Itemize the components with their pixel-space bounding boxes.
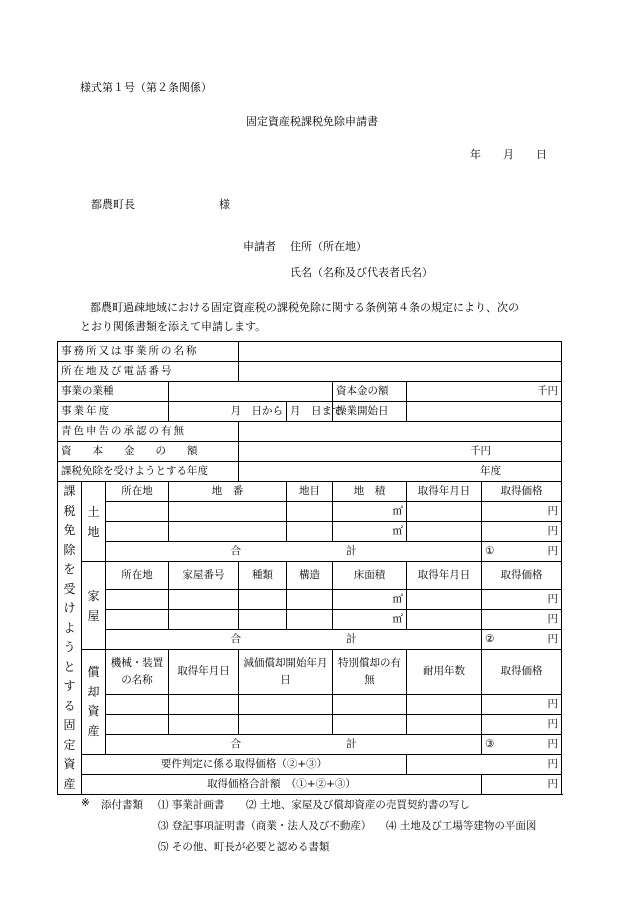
depreciable-header-row [58, 650, 562, 695]
depreciable-header-name: 機械・装置の名称 [106, 650, 169, 695]
depreciable-header-depreciation-start: 減価償却開始年月日 [239, 650, 333, 695]
land-total-unit: 円 [547, 544, 559, 557]
depreciable-special-cell[interactable] [333, 695, 407, 715]
attachments-mark: ※ [81, 797, 90, 809]
applicant-address-label: 住所（所在地） [290, 240, 367, 253]
capital-unit: 千円 [537, 384, 559, 397]
land-date-cell[interactable] [407, 522, 482, 542]
location-phone-field[interactable] [239, 362, 562, 382]
depreciable-date-cell[interactable] [169, 715, 239, 735]
land-header-price: 取得価格 [482, 482, 562, 502]
house-area-cell[interactable]: ㎡ [333, 610, 407, 630]
capital-amount-unit: 千円 [470, 444, 492, 457]
depreciable-total-label: 合 計 [106, 735, 482, 755]
fixed-asset-side-label: 課税免除を受けようとする固定資産 [58, 482, 82, 795]
grand-total-row [58, 775, 562, 795]
depreciable-header-special: 特別償却の有 無 [333, 650, 407, 695]
application-table [57, 341, 562, 795]
depreciable-total-row [58, 735, 562, 755]
blue-return-field[interactable] [239, 422, 562, 442]
capital-amount-field[interactable] [239, 442, 562, 462]
land-lot-cell[interactable] [169, 522, 287, 542]
business-type-label: 事業の業種 [58, 382, 169, 402]
depreciable-header-price: 取得価格 [482, 650, 562, 695]
exemption-year-row [58, 462, 562, 482]
house-number-cell[interactable] [169, 610, 239, 630]
land-location-cell[interactable] [106, 502, 169, 522]
house-header-type: 種類 [239, 562, 287, 590]
land-header-lot-number: 地 番 [169, 482, 287, 502]
house-structure-cell[interactable] [287, 610, 333, 630]
depreciable-price-cell[interactable]: 円 [482, 715, 562, 735]
depreciable-date-cell[interactable] [169, 695, 239, 715]
house-total-row [58, 630, 562, 650]
depreciable-total-mark: ③ [485, 737, 495, 750]
requirement-row [58, 755, 562, 775]
house-total-cell[interactable] [482, 630, 562, 650]
land-location-cell[interactable] [106, 522, 169, 542]
depreciable-start-cell[interactable] [239, 695, 333, 715]
exemption-year-field[interactable] [239, 462, 562, 482]
depreciable-start-cell[interactable] [239, 715, 333, 735]
attachments-label: 添付書類 [101, 799, 143, 811]
house-total-unit: 円 [547, 632, 559, 645]
house-header-price: 取得価格 [482, 562, 562, 590]
blue-return-row [58, 422, 562, 442]
house-area-cell[interactable]: ㎡ [333, 590, 407, 610]
blue-return-label: 青色申告の承認の有無 [58, 422, 239, 442]
location-phone-label: 所在地及び電話番号 [58, 362, 239, 382]
house-header-floor-area: 床面積 [333, 562, 407, 590]
intro-text-line1: 都農町過疎地域における固定資産税の課税免除に関する条例第４条の規定により、次の [90, 301, 519, 314]
office-name-row [58, 342, 562, 362]
attachment-item-5: ⑸ その他、町長が必要と認める書類 [158, 841, 330, 853]
house-location-cell[interactable] [106, 610, 169, 630]
land-header-location: 所在地 [106, 482, 169, 502]
intro-text-line2: とおり関係書類を添えて申請します。 [80, 320, 267, 333]
house-date-cell[interactable] [407, 610, 482, 630]
location-phone-row [58, 362, 562, 382]
depreciable-row [58, 695, 562, 715]
land-area-cell[interactable]: ㎡ [333, 522, 407, 542]
land-header-category: 地目 [287, 482, 333, 502]
land-lot-cell[interactable] [169, 502, 287, 522]
land-label: 土地 [82, 482, 106, 562]
house-header-row [58, 562, 562, 590]
land-date-cell[interactable] [407, 502, 482, 522]
depreciable-total-cell[interactable] [482, 735, 562, 755]
grand-total-label: 取得価格合計額 （①+②+③） [82, 775, 482, 795]
land-row [58, 502, 562, 522]
land-header-area: 地 積 [333, 482, 407, 502]
land-price-cell[interactable]: 円 [482, 502, 562, 522]
requirement-field[interactable]: 円 [407, 755, 562, 775]
depreciable-row [58, 715, 562, 735]
house-price-cell[interactable]: 円 [482, 590, 562, 610]
house-type-cell[interactable] [239, 590, 287, 610]
fiscal-from-field[interactable]: 月 日から [169, 402, 287, 422]
house-label: 家屋 [82, 562, 106, 650]
house-total-mark: ② [485, 632, 495, 645]
land-total-row [58, 542, 562, 562]
house-header-acquired-date: 取得年月日 [407, 562, 482, 590]
exemption-year-unit: 年度 [480, 464, 502, 477]
house-header-location: 所在地 [106, 562, 169, 590]
depreciable-label: 償却資産 [82, 650, 106, 755]
depreciable-name-cell[interactable] [106, 695, 169, 715]
date-line: 年 月 日 [470, 148, 547, 161]
depreciable-header-useful-life: 耐用年数 [407, 650, 482, 695]
applicant-name-label: 氏名（名称及び代表者氏名） [290, 266, 433, 279]
house-header-number: 家屋番号 [169, 562, 239, 590]
office-name-label: 事務所又は事業所の名称 [58, 342, 239, 362]
land-area-cell[interactable]: ㎡ [333, 502, 407, 522]
house-type-cell[interactable] [239, 610, 287, 630]
fiscal-year-label: 事業年度 [58, 402, 169, 422]
grand-total-field[interactable]: 円 [482, 775, 562, 795]
depreciable-special-cell[interactable] [333, 715, 407, 735]
land-row [58, 522, 562, 542]
addressee-name: 都農町長 [91, 198, 135, 211]
capital-amount-row [58, 442, 562, 462]
house-row [58, 610, 562, 630]
land-category-cell[interactable] [287, 502, 333, 522]
land-category-cell[interactable] [287, 522, 333, 542]
depreciable-price-cell[interactable]: 円 [482, 695, 562, 715]
land-header-row [58, 482, 562, 502]
depreciable-total-unit: 円 [547, 737, 559, 750]
attachment-item-4: ⑷ 土地及び工場等建物の平面図 [386, 820, 537, 832]
operation-start-label: 操業開始日 [333, 402, 407, 422]
form-number: 様式第１号（第２条関係） [80, 81, 212, 94]
capital-label: 資本金の額 [333, 382, 407, 402]
depreciable-name-cell[interactable] [106, 715, 169, 735]
business-type-row [58, 382, 562, 402]
attachment-item-2: ⑵ 土地、家屋及び償却資産の売買契約書の写し [246, 799, 470, 811]
addressee-honorific: 様 [219, 198, 230, 211]
applicant-label: 申請者 [243, 240, 276, 253]
house-number-cell[interactable] [169, 590, 239, 610]
house-total-label: 合 計 [106, 630, 482, 650]
office-name-field[interactable] [239, 342, 562, 362]
fiscal-year-row [58, 402, 562, 422]
attachment-item-3: ⑶ 登記事項証明書（商業・法人及び不動産） [158, 820, 372, 832]
capital-amount-label: 資 本 金 の 額 [58, 442, 239, 462]
business-type-field[interactable] [169, 382, 333, 402]
page-title: 固定資産税課税免除申請書 [246, 115, 378, 128]
land-total-label: 合 計 [106, 542, 482, 562]
operation-start-field[interactable] [407, 402, 562, 422]
house-header-structure: 構造 [287, 562, 333, 590]
land-price-cell[interactable]: 円 [482, 522, 562, 542]
depreciable-life-cell[interactable] [407, 715, 482, 735]
requirement-label: 要件判定に係る取得価格（②+③） [82, 755, 407, 775]
house-price-cell[interactable]: 円 [482, 610, 562, 630]
land-total-cell[interactable] [482, 542, 562, 562]
attachment-item-1: ⑴ 事業計画書 [158, 799, 225, 811]
capital-field[interactable] [407, 382, 562, 402]
depreciable-life-cell[interactable] [407, 695, 482, 715]
house-location-cell[interactable] [106, 590, 169, 610]
land-total-mark: ① [485, 544, 495, 557]
house-structure-cell[interactable] [287, 590, 333, 610]
exemption-year-label: 課税免除を受けようとする年度 [58, 462, 239, 482]
fiscal-to-field[interactable]: 月 日まで [287, 402, 333, 422]
land-header-acquired-date: 取得年月日 [407, 482, 482, 502]
house-row [58, 590, 562, 610]
house-date-cell[interactable] [407, 590, 482, 610]
depreciable-header-acquired-date: 取得年月日 [169, 650, 239, 695]
